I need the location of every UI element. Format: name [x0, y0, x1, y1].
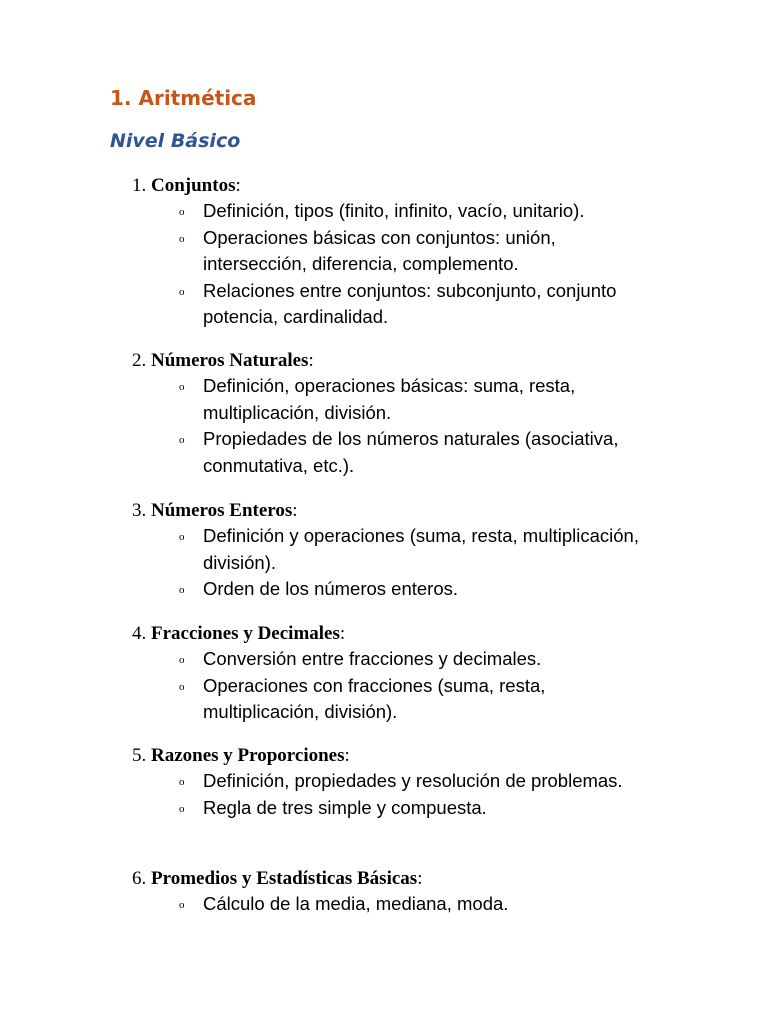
- list-item: [132, 523, 663, 576]
- list-item: [132, 673, 663, 726]
- topic-number: 2.: [132, 350, 147, 371]
- topic-title: [132, 499, 732, 523]
- list-item: [132, 768, 663, 795]
- list-item-text: Operaciones con fracciones (suma, resta, multiplicación, división).: [203, 674, 546, 722]
- list-item-text: Conversión entre fracciones y decimales.: [203, 648, 542, 669]
- list-item-text: Cálculo de la media, mediana, moda.: [203, 893, 509, 914]
- list-item-text: Definición, tipos (finito, infinito, vacío, unitario).: [203, 200, 585, 221]
- topic-title: [132, 622, 732, 646]
- list-item-text: Definición, operaciones básicas: suma, resta, multiplicación, división.: [203, 375, 576, 423]
- list-item: [132, 646, 663, 673]
- topic-name: Números Enteros: [151, 500, 293, 521]
- topic-colon: :: [344, 745, 350, 766]
- bullet-icon: o: [179, 680, 185, 693]
- topic-colon: :: [308, 350, 314, 371]
- list-item: [132, 198, 663, 225]
- list-item-text: Regla de tres simple y compuesta.: [203, 796, 487, 818]
- topic-name: Promedios y Estadísticas Básicas: [151, 868, 418, 889]
- bullet-icon: o: [179, 802, 185, 815]
- list-item: [132, 225, 663, 278]
- bullet-icon: o: [179, 584, 185, 596]
- topic-number: 1.: [132, 175, 147, 196]
- topic-title: [132, 867, 732, 891]
- list-item-text: Relaciones entre conjuntos: subconjunto, conjunto potencia, cardinalidad.: [203, 279, 617, 327]
- bullet-icon: o: [179, 285, 185, 298]
- topic-number: 5.: [132, 745, 147, 766]
- topic-title: [132, 744, 732, 768]
- bullet-icon: o: [179, 232, 185, 245]
- list-item-text: Definición, propiedades y resolución de problemas.: [203, 770, 623, 791]
- list-item-text: Orden de los números enteros.: [203, 578, 459, 599]
- level-subheading: Nivel Básico: [110, 130, 241, 152]
- bullet-icon: o: [179, 531, 185, 543]
- topic-title: [132, 174, 732, 198]
- topic-colon: :: [339, 623, 346, 644]
- topic-colon: :: [292, 500, 298, 521]
- topic-name: Conjuntos: [151, 175, 236, 196]
- topic-title: [132, 349, 732, 373]
- list-item: [132, 278, 663, 331]
- topic-colon: :: [417, 868, 423, 889]
- topic-promedios-estadisticas: [132, 867, 732, 918]
- list-item: [132, 373, 663, 426]
- list-item: [132, 795, 663, 822]
- topic-number: 6.: [132, 868, 147, 889]
- topic-name: Números Naturales: [151, 350, 309, 371]
- bullet-icon: o: [179, 206, 185, 218]
- bullet-icon: o: [179, 776, 185, 788]
- topic-name: Razones y Proporciones: [151, 745, 345, 766]
- topic-colon: :: [235, 175, 241, 196]
- list-item: [132, 426, 663, 479]
- list-item-text: Operaciones básicas con conjuntos: unión, intersección, diferencia, complemento.: [203, 226, 556, 274]
- section-heading: 1. Aritmética: [110, 86, 257, 110]
- topic-razones-proporciones: [132, 744, 732, 821]
- list-item-text: Propiedades de los números naturales (asociativa, conmutativa, etc.).: [203, 428, 619, 476]
- topic-numeros-enteros: [132, 499, 732, 603]
- bullet-icon: o: [179, 381, 185, 393]
- list-item: [132, 576, 663, 603]
- topic-fracciones-decimales: [132, 622, 732, 726]
- topic-name: Fracciones y Decimales: [151, 623, 340, 644]
- topic-numeros-naturales: [132, 349, 732, 479]
- topic-number: 3.: [132, 500, 147, 521]
- topic-number: 4.: [132, 623, 147, 644]
- bullet-icon: o: [179, 899, 185, 911]
- topic-conjuntos: [132, 174, 732, 331]
- list-item: [132, 891, 663, 918]
- list-item-text: Definición y operaciones (suma, resta, multiplicación, división).: [203, 525, 639, 573]
- bullet-icon: o: [179, 654, 185, 666]
- bullet-icon: o: [179, 434, 185, 446]
